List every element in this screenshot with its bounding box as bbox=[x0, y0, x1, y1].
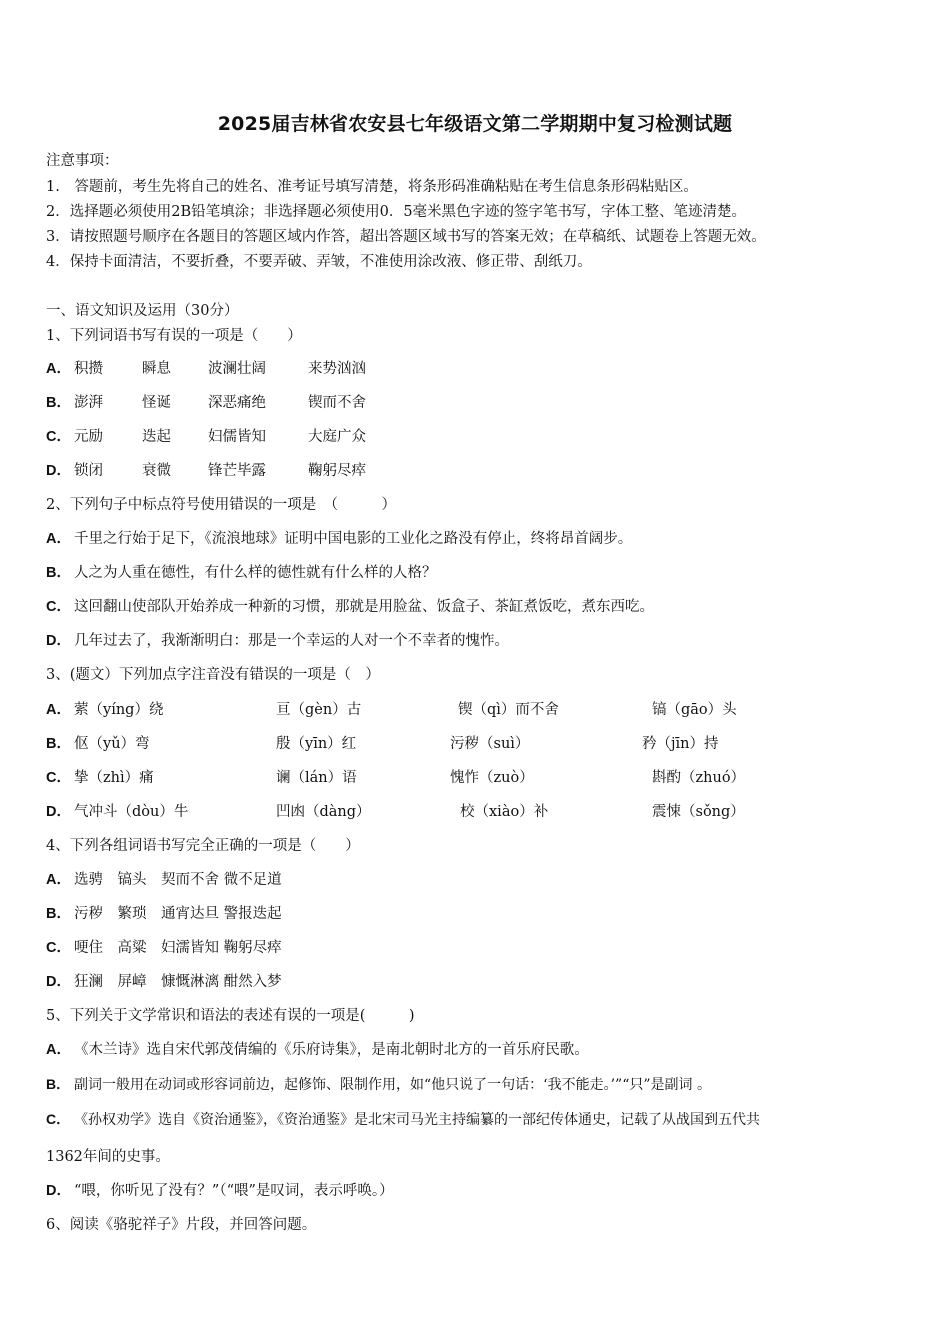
pinyin-item: 挚（zhì）痛 bbox=[74, 770, 154, 786]
option-letter: B． bbox=[46, 1076, 71, 1092]
option-text: 《孙权劝学》选自《资治通鉴》，《资治通鉴》是北宋司马光主持编纂的一部纪传体通史，记载了从战国到五代共 bbox=[74, 1112, 760, 1128]
q1-option-a bbox=[46, 358, 906, 380]
option-letter: C． bbox=[46, 429, 71, 445]
option-letter: B． bbox=[46, 736, 71, 752]
q4-option-b bbox=[46, 903, 282, 925]
option-word: 澎湃 bbox=[74, 395, 103, 411]
option-letter: C． bbox=[46, 599, 71, 615]
option-letter: C． bbox=[46, 1111, 71, 1127]
option-letter: B． bbox=[46, 395, 71, 411]
option-word: 深恶痛绝 bbox=[208, 395, 266, 411]
option-letter: D． bbox=[46, 463, 71, 479]
question-1-stem: 1、下列词语书写有误的一项是（ ） bbox=[46, 328, 302, 344]
option-text: 这回翻山使部队开始养成一种新的习惯，那就是用脸盆、饭盒子、茶缸煮饭吃，煮东西吃。 bbox=[74, 599, 654, 615]
section-heading: 一、语文知识及运用（30分） bbox=[46, 303, 239, 319]
option-word: 妇儒皆知 bbox=[208, 429, 266, 445]
pinyin-item: 斟酌（zhuó） bbox=[652, 770, 746, 786]
notice-heading: 注意事项： bbox=[46, 153, 119, 169]
q3-option-b bbox=[46, 733, 906, 755]
option-letter: A． bbox=[46, 531, 71, 547]
option-letter: C． bbox=[46, 940, 71, 956]
pinyin-item: 愧怍（zuò） bbox=[450, 770, 534, 786]
pinyin-item: 校（xiào）补 bbox=[460, 804, 549, 820]
option-word: 波澜壮阔 bbox=[208, 361, 266, 377]
q4-option-d bbox=[46, 971, 282, 993]
q3-option-c bbox=[46, 767, 906, 789]
option-word: 大庭广众 bbox=[308, 429, 366, 445]
notice-item: 1. 答题前，考生先将自己的姓名、准考证号填写清楚，将条形码准确粘贴在考生信息条形码粘贴区。 bbox=[46, 179, 698, 195]
notice-item: 4．保持卡面清洁，不要折叠，不要弄破、弄皱，不准使用涂改液、修正带、刮纸刀。 bbox=[46, 254, 592, 270]
pinyin-item: 锲（qì）而不舍 bbox=[458, 702, 559, 718]
option-letter: D． bbox=[46, 633, 71, 649]
q1-option-c bbox=[46, 426, 906, 448]
q1-option-d bbox=[46, 460, 906, 482]
option-word: 瞬息 bbox=[142, 361, 171, 377]
option-word: 锋芒毕露 bbox=[208, 463, 266, 479]
option-word: 衰微 bbox=[142, 463, 171, 479]
exam-title: 2025届吉林省农安县七年级语文第二学期期中复习检测试题 bbox=[217, 113, 733, 135]
pinyin-item: 矜（jīn）持 bbox=[642, 736, 719, 752]
question-5-stem: 5、下列关于文学常识和语法的表述有误的一项是( ) bbox=[46, 1008, 415, 1024]
option-letter: D． bbox=[46, 804, 71, 820]
q3-option-a bbox=[46, 699, 906, 721]
option-letter: C． bbox=[46, 770, 71, 786]
pinyin-item: 气冲斗（dòu）牛 bbox=[74, 804, 189, 820]
pinyin-item: 殷（yīn）红 bbox=[276, 736, 357, 752]
option-letter: A． bbox=[46, 872, 71, 888]
q3-option-d bbox=[46, 801, 906, 823]
q2-option-c bbox=[46, 596, 654, 618]
notice-item: 2．选择题必须使用2B铅笔填涂；非选择题必须使用0．5毫米黑色字迹的签字笔书写，字体工整、笔迹清楚。 bbox=[46, 204, 747, 220]
option-letter: D． bbox=[46, 1183, 71, 1199]
option-text: 几年过去了，我渐渐明白：那是一个幸运的人对一个不幸者的愧怍。 bbox=[74, 633, 509, 649]
q5-option-d bbox=[46, 1180, 394, 1202]
option-word: 迭起 bbox=[142, 429, 171, 445]
pinyin-item: 亘（gèn）古 bbox=[276, 702, 362, 718]
option-letter: B． bbox=[46, 906, 71, 922]
option-letter: B． bbox=[46, 565, 71, 581]
option-word: 锲而不舍 bbox=[308, 395, 366, 411]
q5-option-c-continued: 1362年间的史事。 bbox=[46, 1149, 170, 1165]
option-text: 选骋 镐头 契而不舍 微不足道 bbox=[74, 872, 282, 888]
option-letter: A． bbox=[46, 361, 71, 377]
q5-option-b bbox=[46, 1073, 711, 1096]
option-word: 积攒 bbox=[74, 361, 103, 377]
option-text: “喂，你听见了没有？”（“喂”是叹词，表示呼唤。） bbox=[74, 1183, 394, 1199]
option-letter: D． bbox=[46, 974, 71, 990]
pinyin-item: 镐（gāo）头 bbox=[652, 702, 737, 718]
question-3-stem: 3、(题文）下列加点字注音没有错误的一项是（ ） bbox=[46, 667, 380, 683]
q1-option-b bbox=[46, 392, 906, 414]
notice-item: 3．请按照题号顺序在各题目的答题区域内作答，超出答题区域书写的答案无效；在草稿纸、试题卷上答题无效。 bbox=[46, 229, 766, 245]
q2-option-b bbox=[46, 562, 437, 584]
question-6-stem: 6、阅读《骆驼祥子》片段，并回答问题。 bbox=[46, 1217, 317, 1233]
option-text: 人之为人重在德性，有什么样的德性就有什么样的人格？ bbox=[74, 565, 437, 581]
q2-option-a bbox=[46, 528, 632, 550]
option-word: 鞠躬尽瘁 bbox=[308, 463, 366, 479]
option-word: 元励 bbox=[74, 429, 103, 445]
pinyin-item: 萦（yíng）绕 bbox=[74, 702, 164, 718]
q4-option-c bbox=[46, 937, 282, 959]
pinyin-item: 凹凼（dàng） bbox=[276, 804, 371, 820]
option-text: 千里之行始于足下，《流浪地球》证明中国电影的工业化之路没有停止，终将昂首阔步。 bbox=[74, 531, 633, 547]
option-text: 哽住 高粱 妇濡皆知 鞠躬尽瘁 bbox=[74, 940, 282, 956]
pinyin-item: 震悚（sǒng） bbox=[652, 804, 745, 820]
option-word: 来势汹汹 bbox=[308, 361, 366, 377]
q2-option-d bbox=[46, 630, 509, 652]
option-letter: A． bbox=[46, 1042, 71, 1058]
option-letter: A． bbox=[46, 702, 71, 718]
q5-option-c bbox=[46, 1108, 760, 1131]
pinyin-item: 污秽（suì） bbox=[450, 736, 530, 752]
option-word: 锁闭 bbox=[74, 463, 103, 479]
option-text: 狂澜 屏嶂 慷慨淋漓 酣然入梦 bbox=[74, 974, 282, 990]
option-text: 污秽 繁琐 通宵达旦 警报迭起 bbox=[74, 906, 282, 922]
option-word: 怪诞 bbox=[142, 395, 171, 411]
question-2-stem: 2、下列句子中标点符号使用错误的一项是 （ ） bbox=[46, 497, 396, 513]
option-text: 《木兰诗》选自宋代郭茂倩编的《乐府诗集》，是南北朝时北方的一首乐府民歌。 bbox=[74, 1042, 589, 1058]
question-4-stem: 4、下列各组词语书写完全正确的一项是（ ） bbox=[46, 838, 360, 854]
pinyin-item: 伛（yǔ）弯 bbox=[74, 736, 150, 752]
q4-option-a bbox=[46, 869, 282, 891]
q5-option-a bbox=[46, 1039, 589, 1061]
pinyin-item: 谰（lán）语 bbox=[276, 770, 357, 786]
option-text: 副词一般用在动词或形容词前边，起修饰、限制作用，如“他只说了一句话：‘我不能走。’”“只”是副词 。 bbox=[74, 1077, 711, 1093]
